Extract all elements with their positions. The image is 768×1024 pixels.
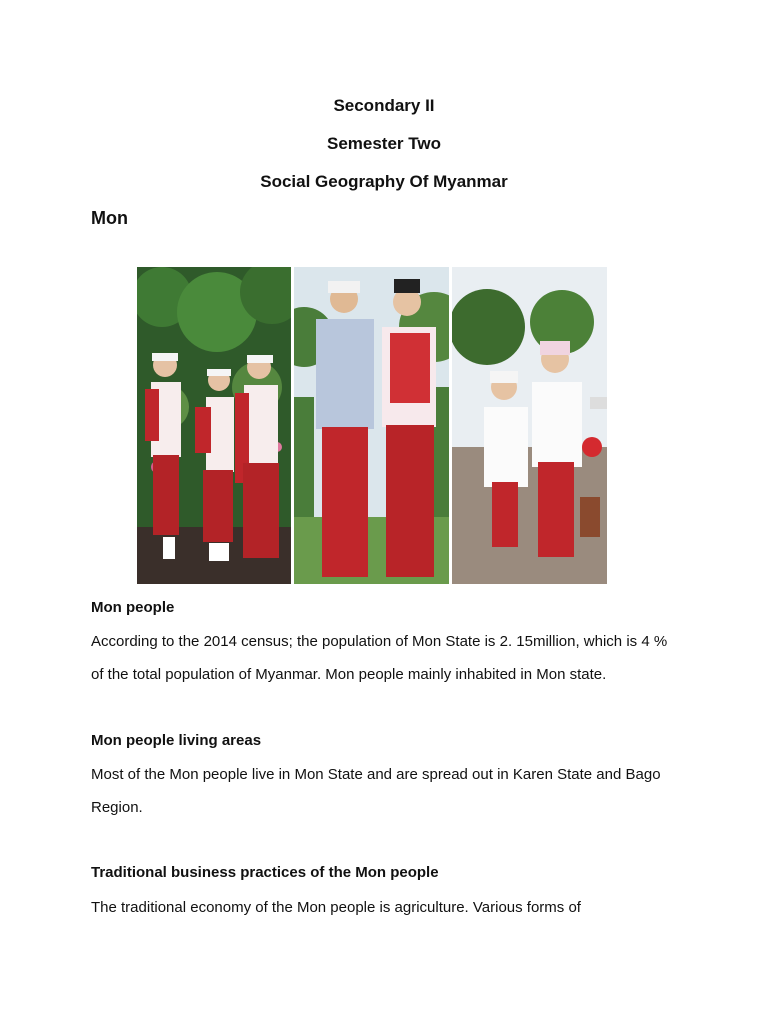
photo-couple [294,267,449,584]
title-secondary: Secondary II [333,96,435,115]
heading-mon-people: Mon people [91,599,175,616]
photo-girls [137,267,291,584]
paragraph-business-practices: The traditional economy of the Mon people is agriculture. Various forms of [91,899,581,916]
section-title-mon: Mon [91,208,128,228]
heading-business-practices: Traditional business practices of the Mon people [91,864,439,881]
mon-dress-photo [137,267,607,584]
paragraph-living-areas: Most of the Mon people live in Mon State and are spread out in Karen State and Bago Region. [91,766,661,816]
photo-boys [452,267,607,584]
title-subject: Social Geography Of Myanmar [260,172,508,191]
heading-living-areas: Mon people living areas [91,732,262,749]
title-semester: Semester Two [326,134,441,153]
paragraph-mon-people: According to the 2014 census; the population of Mon State is 2. 15million, which is 4 % of the total population of Myanmar. Mon people mainly inhabited in Mon state. [91,633,668,683]
